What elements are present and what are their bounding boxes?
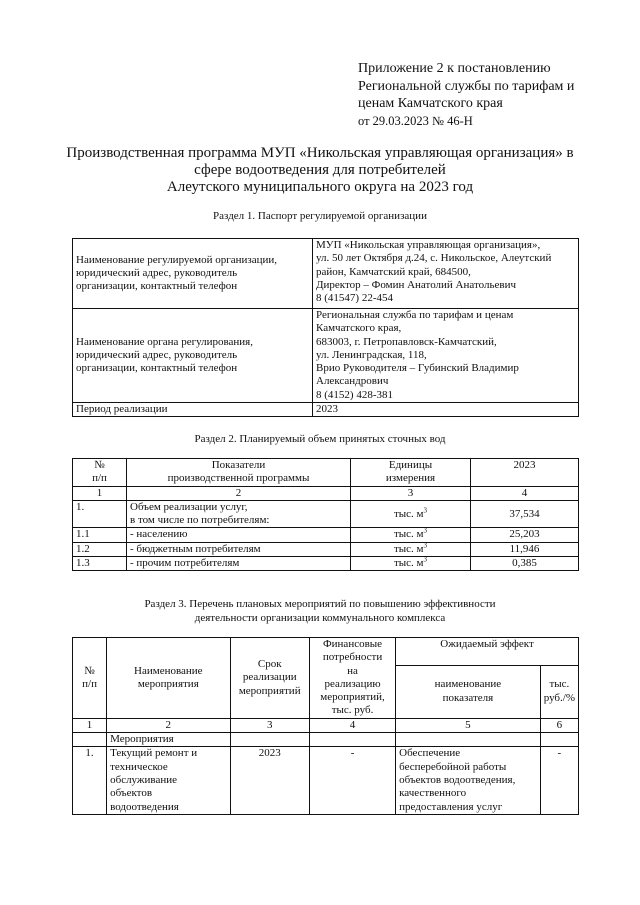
value-cell: Региональная служба по тарифам и ценам Камчатского края, 683003, г. Петропавловск-Камчатский, ул. Ленинградская, 118, Врио Руководителя – Губинский Владимир Александрович 8 (4152) 428-381 (313, 309, 579, 403)
header-row: № п/п Показатели производственной программы Единицы измерения 2023 (73, 459, 579, 487)
section3-heading: Раздел 3. Перечень плановых мероприятий по повышению эффективности деятельности организации коммунального комплекса (144, 598, 496, 624)
column-number-row: 1 2 3 4 (73, 486, 579, 500)
table-row: 1.2 - бюджетным потребителям тыс. $м^3$ 11,946 (73, 542, 579, 556)
label-cell: Наименование регулируемой организации, юридический адрес, руководитель организации, контактный телефон (73, 239, 313, 309)
volume-table (72, 458, 579, 571)
header-line: от 29.03.2023 № 46-Н (358, 113, 473, 128)
header-line: Региональной службы по тарифам и (358, 78, 575, 94)
passport-table (72, 238, 579, 417)
header-row: наименование показателя тыс. руб./% (73, 665, 579, 718)
measures-table (72, 637, 579, 815)
title-line: Алеутского муниципального округа на 2023 год (166, 179, 474, 195)
header-line: ценам Камчатского края (358, 96, 503, 111)
label-cell: Период реализации (73, 403, 313, 417)
table-row: 1. Текущий ремонт и техническое обслуживание объектов водоотведения 2023 - Обеспечение бесперебойной работы объектов водоотведения, качественного предоставления услуг - (73, 747, 579, 814)
label-cell: Наименование органа регулирования, юридический адрес, руководитель организации, контактный телефон (73, 309, 313, 403)
document-title (60, 145, 580, 196)
table-row (73, 239, 579, 309)
title-line: Производственная программа МУП «Никольская управляющая организация» в (66, 145, 574, 161)
table-row: 1.1 - населению тыс. $м^3$ 25,203 (73, 528, 579, 542)
column-number-row: 1 2 3 4 5 6 (73, 718, 579, 732)
header-line: Приложение 2 к постановлению (358, 61, 551, 76)
table-row: 1.3 - прочим потребителям тыс. $м^3$ 0,385 (73, 557, 579, 571)
group-row: Мероприятия (73, 733, 579, 747)
appendix-header (358, 60, 574, 130)
title-line: сфере водоотведения для потребителей (194, 162, 446, 178)
value-cell: МУП «Никольская управляющая организация», ул. 50 лет Октября д.24, с. Никольское, Алеутский район, Камчатский край, 684500, Директор – Фомин Анатолий Анатольевич 8 (41547) 22-454 (313, 239, 579, 309)
table-row: 1. Объем реализации услуг, в том числе по потребителям: тыс. $м^3$ 37,534 (73, 500, 579, 528)
table-row (73, 309, 579, 403)
value-cell: 2023 (313, 403, 579, 417)
section2-heading: Раздел 2. Планируемый объем принятых сточных вод (194, 433, 446, 445)
header-row: № п/п Наименование мероприятия Срок реализации мероприятий Финансовые потребности на реализацию мероприятий, тыс. руб. Ожидаемый эффект (73, 638, 579, 666)
table-row (73, 403, 579, 417)
section1-heading: Раздел 1. Паспорт регулируемой организации (213, 210, 427, 222)
